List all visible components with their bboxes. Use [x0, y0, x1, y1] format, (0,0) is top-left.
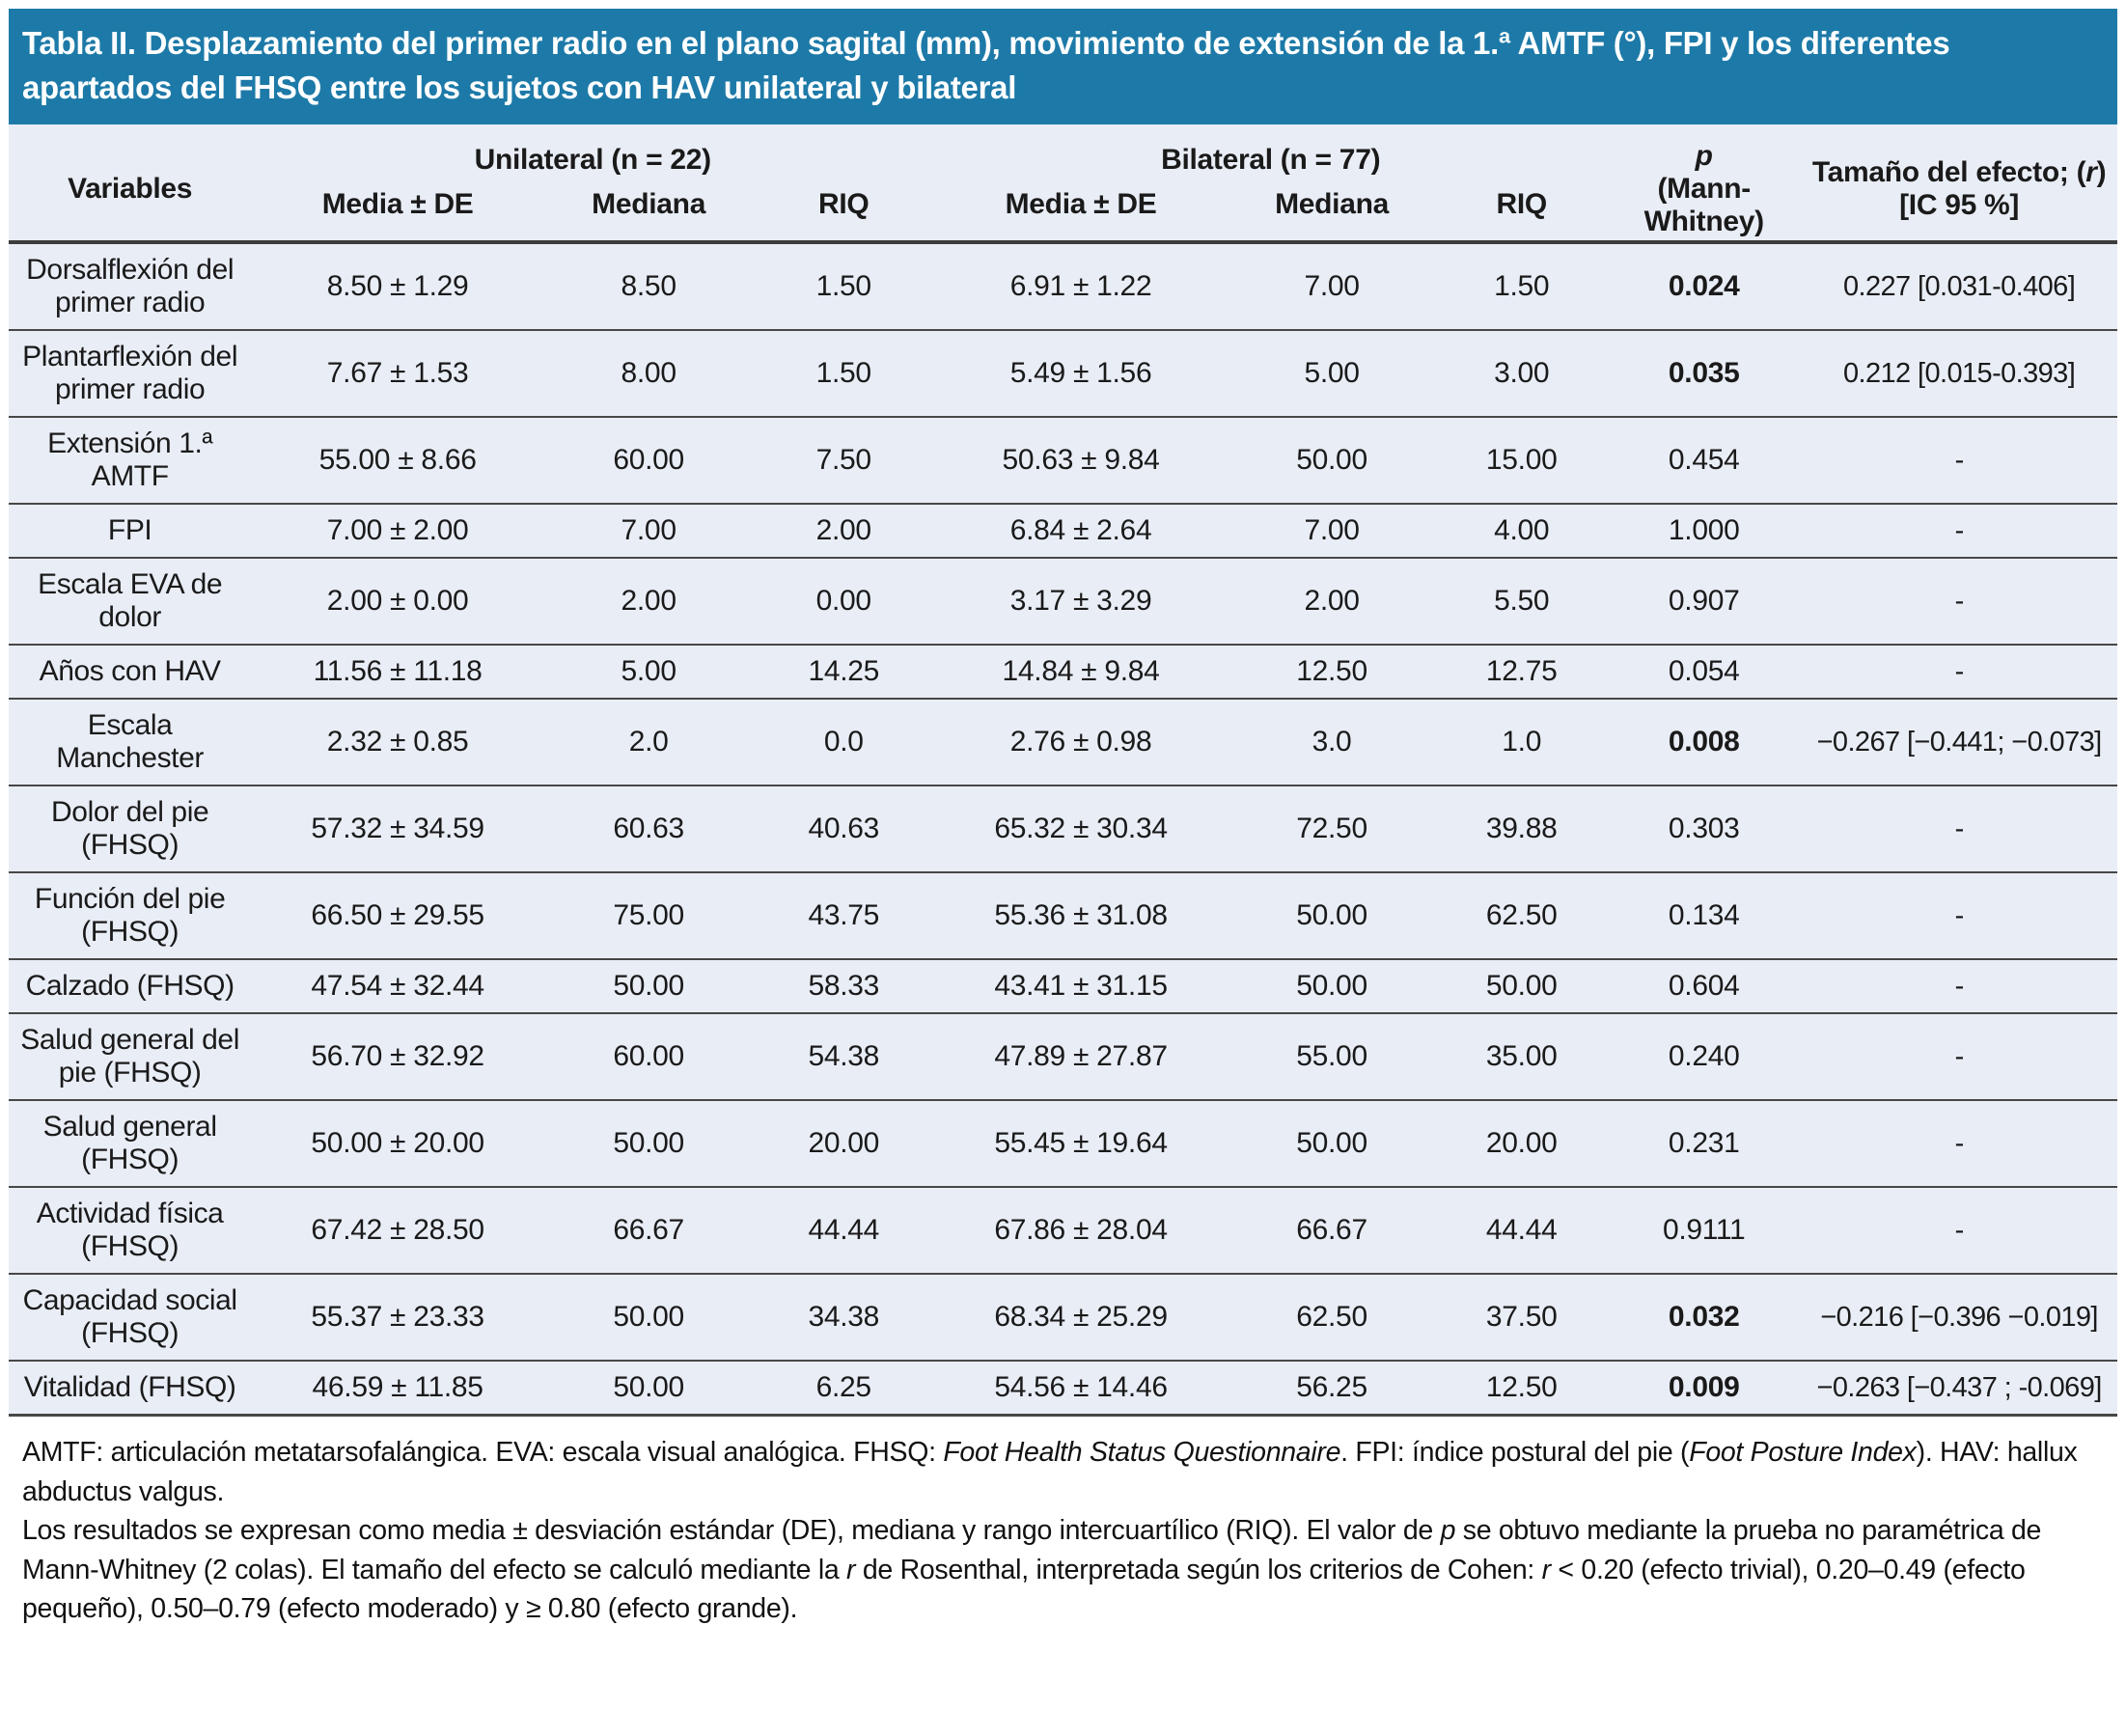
effect-size-cell: −0.267 [−0.441; −0.073] — [1816, 726, 2102, 758]
bilateral-riq-cell: 1.50 — [1494, 270, 1550, 303]
bilateral-mediana-cell: 7.00 — [1304, 270, 1360, 303]
p-value-cell: 0.008 — [1668, 726, 1740, 758]
table-title: Tabla II. Desplazamiento del primer radio en el plano sagital (mm), movimiento de extensión de la 1.ª AMTF (°), FPI y los diferentes apartados del FHSQ entre los sujetos con HAV unilateral y bilateral — [9, 9, 2117, 124]
table-row — [9, 242, 2117, 330]
bilateral-riq-cell: 39.88 — [1485, 813, 1558, 845]
bilateral-media-cell: 50.63 ± 9.84 — [1002, 444, 1160, 477]
unilateral-riq-cell: 7.50 — [815, 444, 871, 477]
unilateral-media-cell: 67.42 ± 28.50 — [311, 1214, 484, 1247]
unilateral-mediana-cell: 50.00 — [613, 970, 684, 1003]
bilateral-media-cell: 2.76 ± 0.98 — [1009, 726, 1152, 758]
variable-cell: Actividad física (FHSQ) — [36, 1198, 224, 1263]
bilateral-media-cell: 43.41 ± 31.15 — [994, 970, 1168, 1003]
p-value-cell: 0.9111 — [1662, 1214, 1746, 1247]
bilateral-riq-cell: 3.00 — [1494, 357, 1550, 390]
unilateral-riq-cell: 6.25 — [815, 1371, 871, 1404]
effect-size-cell: −0.216 [−0.396 −0.019] — [1820, 1301, 2098, 1333]
col-header-uni-mediana: Mediana — [592, 188, 706, 221]
table-row — [9, 558, 2117, 645]
table-row — [9, 1361, 2117, 1416]
effect-size-cell: - — [1954, 585, 1964, 617]
bilateral-media-cell: 6.91 ± 1.22 — [1009, 270, 1152, 303]
bilateral-riq-cell: 12.75 — [1485, 655, 1558, 688]
variable-cell: Dorsalflexión del primer radio — [26, 254, 235, 319]
table-row — [9, 959, 2117, 1013]
unilateral-riq-cell: 1.50 — [815, 357, 871, 390]
unilateral-media-cell: 8.50 ± 1.29 — [326, 270, 469, 303]
effect-size-cell: - — [1954, 514, 1964, 546]
unilateral-mediana-cell: 2.00 — [621, 585, 676, 618]
bilateral-mediana-cell: 62.50 — [1296, 1301, 1367, 1334]
unilateral-riq-cell: 0.0 — [823, 726, 864, 758]
p-value-cell: 0.231 — [1668, 1127, 1740, 1160]
unilateral-mediana-cell: 8.00 — [621, 357, 676, 390]
bilateral-media-cell: 68.34 ± 25.29 — [994, 1301, 1168, 1334]
table-row — [9, 872, 2117, 959]
effect-header-r: r — [2085, 156, 2097, 189]
variable-cell: Salud general del pie (FHSQ) — [20, 1024, 239, 1089]
footnote-segment-italic: p — [1440, 1515, 1456, 1547]
effect-size-cell: - — [1954, 444, 1964, 476]
bilateral-riq-cell: 50.00 — [1485, 970, 1558, 1003]
variable-cell: Capacidad social (FHSQ) — [22, 1284, 237, 1350]
effect-size-cell: - — [1954, 1214, 1964, 1246]
effect-header-suffix: ) — [2096, 156, 2107, 189]
effect-size-cell: - — [1954, 813, 1964, 844]
bilateral-mediana-cell: 7.00 — [1304, 514, 1360, 547]
footnote-segment: ). HAV: hallux abductus valgus. — [22, 1437, 2078, 1507]
bilateral-riq-cell: 12.50 — [1485, 1371, 1558, 1404]
group-header-bilateral: Bilateral (n = 77) — [1161, 144, 1381, 177]
unilateral-riq-cell: 43.75 — [808, 899, 880, 932]
variable-cell: Dolor del pie (FHSQ) — [51, 796, 209, 862]
unilateral-mediana-cell: 5.00 — [621, 655, 676, 688]
variable-cell: Salud general (FHSQ) — [42, 1111, 217, 1176]
unilateral-riq-cell: 44.44 — [808, 1214, 880, 1247]
unilateral-media-cell: 2.32 ± 0.85 — [326, 726, 469, 758]
footnote-segment: . FPI: índice postural del pie ( — [1340, 1437, 1690, 1469]
bilateral-riq-cell: 1.0 — [1502, 726, 1542, 758]
footnote-segment: Los resultados se expresan como media ± desviación estándar (DE), mediana y rango intercuartílico (RIQ). El valor de — [22, 1515, 1441, 1547]
bilateral-media-cell: 65.32 ± 30.34 — [994, 813, 1168, 845]
group-header-unilateral: Unilateral (n = 22) — [474, 144, 711, 177]
unilateral-media-cell: 57.32 ± 34.59 — [311, 813, 484, 845]
effect-size-cell: 0.227 [0.031-0.406] — [1843, 270, 2076, 302]
effect-size-cell: - — [1954, 1127, 1964, 1159]
table-row — [9, 330, 2117, 417]
bilateral-riq-cell: 20.00 — [1485, 1127, 1558, 1160]
effect-size-cell: −0.263 [−0.437 ; -0.069] — [1816, 1371, 2102, 1403]
bilateral-media-cell: 55.36 ± 31.08 — [994, 899, 1168, 932]
bilateral-media-cell: 5.49 ± 1.56 — [1009, 357, 1152, 390]
effect-size-cell: - — [1954, 655, 1964, 687]
unilateral-media-cell: 55.00 ± 8.66 — [318, 444, 477, 477]
unilateral-media-cell: 2.00 ± 0.00 — [326, 585, 469, 618]
effect-size-cell: - — [1954, 899, 1964, 931]
unilateral-media-cell: 47.54 ± 32.44 — [311, 970, 484, 1003]
effect-header-ci: [IC 95 %] — [1899, 189, 2020, 222]
p-symbol: p — [1695, 140, 1713, 173]
bilateral-mediana-cell: 50.00 — [1296, 899, 1367, 932]
table-row — [9, 1013, 2117, 1100]
bilateral-mediana-cell: 50.00 — [1296, 970, 1367, 1003]
unilateral-media-cell: 55.37 ± 23.33 — [311, 1301, 484, 1334]
table-body — [9, 242, 2117, 1416]
bilateral-mediana-cell: 50.00 — [1296, 1127, 1367, 1160]
bilateral-mediana-cell: 12.50 — [1296, 655, 1367, 688]
footnote-segment-italic: r — [846, 1554, 856, 1585]
p-value-cell: 0.032 — [1668, 1301, 1740, 1334]
footnote-segment: < 0.20 (efecto trivial), 0.20–0.49 (efecto pequeño), 0.50–0.79 (efecto moderado) y ≥ 0.80 (efecto grande). — [22, 1554, 2026, 1625]
bilateral-media-cell: 67.86 ± 28.04 — [994, 1214, 1168, 1247]
bilateral-riq-cell: 15.00 — [1485, 444, 1558, 477]
unilateral-riq-cell: 1.50 — [815, 270, 871, 303]
variable-cell: FPI — [107, 514, 152, 547]
col-header-uni-media-de: Media ± DE — [321, 188, 474, 221]
unilateral-mediana-cell: 2.0 — [628, 726, 669, 758]
bilateral-riq-cell: 5.50 — [1494, 585, 1550, 618]
col-header-bi-media-de: Media ± DE — [1005, 188, 1157, 221]
bilateral-mediana-cell: 5.00 — [1304, 357, 1360, 390]
unilateral-mediana-cell: 50.00 — [613, 1301, 684, 1334]
unilateral-mediana-cell: 50.00 — [613, 1371, 684, 1404]
unilateral-riq-cell: 14.25 — [808, 655, 880, 688]
unilateral-media-cell: 50.00 ± 20.00 — [311, 1127, 484, 1160]
p-value-cell: 0.035 — [1668, 357, 1740, 390]
footnote-methods — [22, 1511, 2104, 1628]
table-row — [9, 504, 2117, 558]
bilateral-riq-cell: 62.50 — [1485, 899, 1558, 932]
col-header-effect-size — [1801, 124, 2117, 242]
col-header-p-mann-whitney — [1607, 124, 1801, 242]
bilateral-riq-cell: 44.44 — [1485, 1214, 1558, 1247]
variable-cell: Extensión 1.ª AMTF — [47, 427, 213, 493]
bilateral-riq-cell: 37.50 — [1485, 1301, 1558, 1334]
unilateral-riq-cell: 54.38 — [808, 1040, 880, 1073]
variable-cell: Escala EVA de dolor — [38, 568, 223, 634]
bilateral-mediana-cell: 50.00 — [1296, 444, 1367, 477]
col-header-bi-riq: RIQ — [1496, 188, 1547, 221]
variable-cell: Plantarflexión del primer radio — [22, 341, 238, 406]
unilateral-riq-cell: 20.00 — [808, 1127, 880, 1160]
p-value-cell: 0.303 — [1668, 813, 1740, 845]
bilateral-riq-cell: 4.00 — [1494, 514, 1550, 547]
effect-size-cell: - — [1954, 1040, 1964, 1072]
table-row — [9, 699, 2117, 785]
p-value-cell: 0.009 — [1668, 1371, 1740, 1404]
p-value-cell: 0.054 — [1668, 655, 1740, 688]
unilateral-riq-cell: 2.00 — [815, 514, 871, 547]
bilateral-mediana-cell: 72.50 — [1296, 813, 1367, 845]
unilateral-mediana-cell: 75.00 — [613, 899, 684, 932]
unilateral-media-cell: 7.00 ± 2.00 — [326, 514, 469, 547]
unilateral-mediana-cell: 7.00 — [621, 514, 676, 547]
footnote-segment: AMTF: articulación metatarsofalángica. EVA: escala visual analógica. FHSQ: — [22, 1437, 944, 1469]
p-value-cell: 0.454 — [1668, 444, 1740, 477]
bilateral-mediana-cell: 2.00 — [1304, 585, 1360, 618]
unilateral-media-cell: 11.56 ± 11.18 — [313, 655, 483, 688]
footnote-segment-italic: Foot Health Status Questionnaire — [943, 1437, 1341, 1469]
variable-cell: Función del pie (FHSQ) — [34, 883, 226, 949]
bilateral-mediana-cell: 3.0 — [1311, 726, 1352, 758]
bilateral-mediana-cell: 56.25 — [1296, 1371, 1367, 1404]
p-value-cell: 0.907 — [1668, 585, 1740, 618]
bilateral-media-cell: 6.84 ± 2.64 — [1009, 514, 1152, 547]
effect-header-prefix: Tamaño del efecto; ( — [1811, 156, 2086, 189]
table-row — [9, 1187, 2117, 1274]
bilateral-media-cell: 14.84 ± 9.84 — [1002, 655, 1160, 688]
table-row — [9, 1100, 2117, 1187]
table-row — [9, 785, 2117, 872]
variable-cell: Escala Manchester — [56, 709, 204, 775]
unilateral-riq-cell: 58.33 — [808, 970, 880, 1003]
unilateral-riq-cell: 34.38 — [808, 1301, 880, 1334]
table-row — [9, 1274, 2117, 1361]
unilateral-mediana-cell: 50.00 — [613, 1127, 684, 1160]
effect-size-cell: 0.212 [0.015-0.393] — [1843, 357, 2076, 389]
unilateral-mediana-cell: 60.63 — [613, 813, 684, 845]
unilateral-media-cell: 56.70 ± 32.92 — [311, 1040, 484, 1073]
footnote-segment-italic: r — [1541, 1554, 1551, 1585]
col-header-uni-riq: RIQ — [818, 188, 870, 221]
bilateral-media-cell: 47.89 ± 27.87 — [994, 1040, 1168, 1073]
bilateral-media-cell: 55.45 ± 19.64 — [994, 1127, 1168, 1160]
unilateral-riq-cell: 0.00 — [815, 585, 871, 618]
table-header — [9, 124, 2117, 242]
col-header-variables: Variables — [68, 173, 193, 206]
p-value-cell: 0.134 — [1668, 899, 1740, 932]
variable-cell: Calzado (FHSQ) — [25, 970, 235, 1003]
variable-cell: Vitalidad (FHSQ) — [23, 1371, 236, 1404]
bilateral-mediana-cell: 66.67 — [1296, 1214, 1367, 1247]
p-value-cell: 0.604 — [1668, 970, 1740, 1003]
unilateral-mediana-cell: 8.50 — [621, 270, 676, 303]
p-value-cell: 1.000 — [1668, 514, 1740, 547]
results-table — [9, 124, 2117, 1417]
p-method: (Mann-Whitney) — [1643, 173, 1764, 238]
footnote-segment: se obtuvo mediante la prueba no paramétrica de Mann-Whitney (2 colas). El tamaño del efecto se calculó mediante la — [22, 1515, 2042, 1585]
unilateral-mediana-cell: 66.67 — [613, 1214, 684, 1247]
table-row — [9, 417, 2117, 504]
unilateral-media-cell: 46.59 ± 11.85 — [312, 1371, 483, 1404]
p-value-cell: 0.024 — [1668, 270, 1740, 303]
bilateral-media-cell: 54.56 ± 14.46 — [994, 1371, 1168, 1404]
footnote-segment: de Rosenthal, interpretada según los criterios de Cohen: — [855, 1554, 1542, 1585]
bilateral-mediana-cell: 55.00 — [1296, 1040, 1367, 1073]
effect-size-cell: - — [1954, 970, 1964, 1002]
bilateral-media-cell: 3.17 ± 3.29 — [1009, 585, 1152, 618]
table-row — [9, 645, 2117, 699]
variable-cell: Años con HAV — [39, 655, 221, 688]
unilateral-mediana-cell: 60.00 — [613, 444, 684, 477]
unilateral-media-cell: 66.50 ± 29.55 — [311, 899, 484, 932]
bilateral-riq-cell: 35.00 — [1485, 1040, 1558, 1073]
footnote-abbreviations — [22, 1433, 2104, 1511]
col-header-bi-mediana: Mediana — [1275, 188, 1390, 221]
unilateral-media-cell: 7.67 ± 1.53 — [326, 357, 469, 390]
unilateral-riq-cell: 40.63 — [808, 813, 880, 845]
footnotes — [9, 1417, 2117, 1628]
p-value-cell: 0.240 — [1668, 1040, 1740, 1073]
unilateral-mediana-cell: 60.00 — [613, 1040, 684, 1073]
footnote-segment-italic: Foot Posture Index — [1689, 1437, 1917, 1469]
